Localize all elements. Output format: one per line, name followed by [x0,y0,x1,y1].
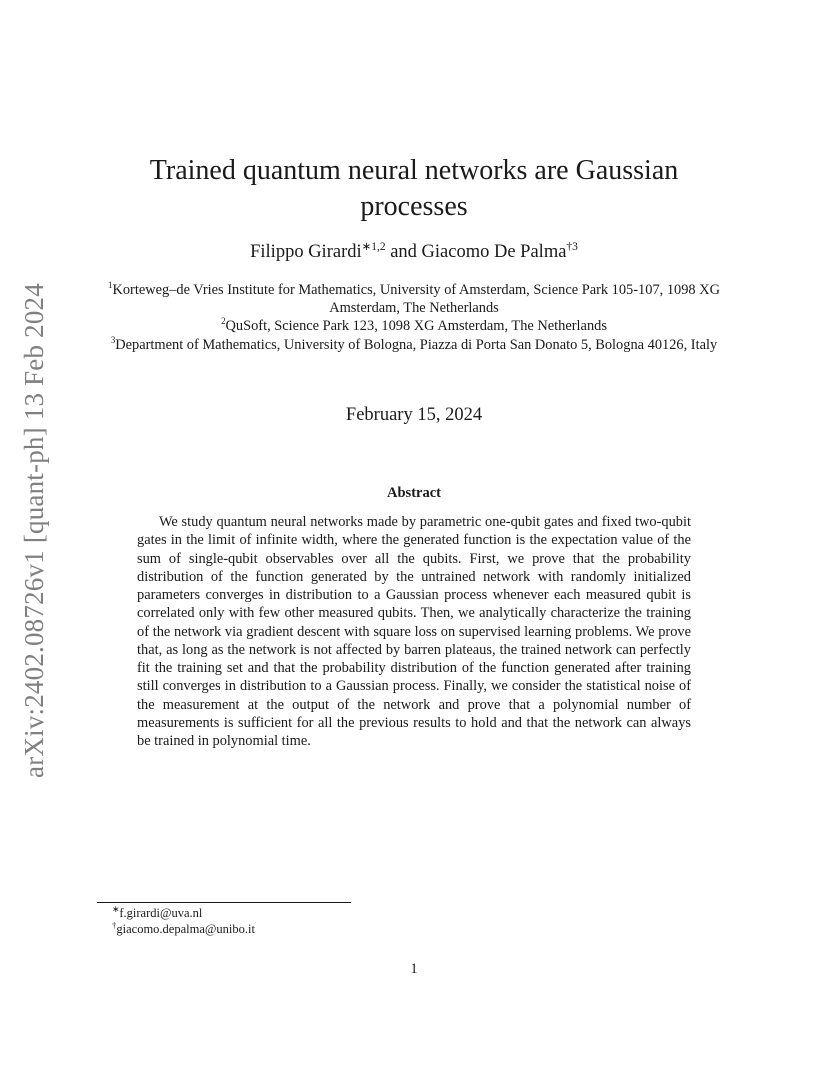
footnote-mark: ∗ [112,903,120,914]
author-affiliation-marks: ∗1,2 [361,240,386,253]
author-name: Filippo Girardi [250,242,362,262]
affiliation-item [100,336,728,354]
author-connector: and [390,242,417,262]
footnote-divider [97,902,351,903]
affiliation-mark: 1 [108,280,113,291]
affiliation-text: QuSoft, Science Park 123, 1098 XG Amsterdam, The Netherlands [225,318,607,335]
author-line [120,240,708,264]
affiliation-mark: 3 [110,334,116,345]
footnote-email: giacomo.depalma@unibo.it [116,922,255,936]
author-name: Giacomo De Palma [421,242,567,262]
footnotes-block [112,905,255,937]
footnote-item [112,921,255,937]
footnote-email: f.girardi@uva.nl [119,906,203,920]
arxiv-identifier-text: arXiv:2402.08726v1 [quant-ph] 13 Feb 2024 [18,282,49,778]
paper-title: Trained quantum neural networks are Gaussian processes [149,155,679,222]
affiliation-item [100,281,728,317]
abstract-text: We study quantum neural networks made by parametric one-qubit gates and fixed two-qubit gates in the limit of infinite width, where the generated function is the expectation value of the sum of single-qubit observables over all the qubits. First, we prove that the probability distribution of the function generated by the untrained network with randomly initialized parameters converges in distribution to a Gaussian process whenever each measured qubit is correlated only with few other measured qubits. Then, we analytically characterize the training of the network via gradient descent with square loss on supervised learning problems. We prove that, as long as the network is not affected by barren plateaus, the trained network can perfectly fit the training set and that the probability distribution of the function generated after training still converges in distribution to a Gaussian process. Finally, we consider the statistical noise of the measurement at the output of the network and prove that a polynomial number of measurements is sufficient for all the previous results to hold and that the network can always be trained in polynomial time. [137,514,691,749]
footnote-item [112,905,255,921]
footnote-mark: † [112,919,117,930]
affiliation-text: Department of Mathematics, University of Bologna, Piazza di Porta San Donato 5, Bologna 40126, Italy [115,336,718,353]
abstract-heading: Abstract [387,485,441,501]
page-number: 1 [410,961,418,977]
affiliation-text: Korteweg–de Vries Institute for Mathematics, University of Amsterdam, Science Park 105-107, 1098 XG Amsterdam, The Netherlands [112,282,720,317]
affiliation-item [100,317,728,335]
arxiv-identifier-stamp [14,275,54,785]
affiliation-mark: 2 [221,316,226,327]
publication-date: February 15, 2024 [345,405,483,425]
author-affiliation-marks: †3 [566,240,578,253]
affiliations-block [100,281,728,354]
